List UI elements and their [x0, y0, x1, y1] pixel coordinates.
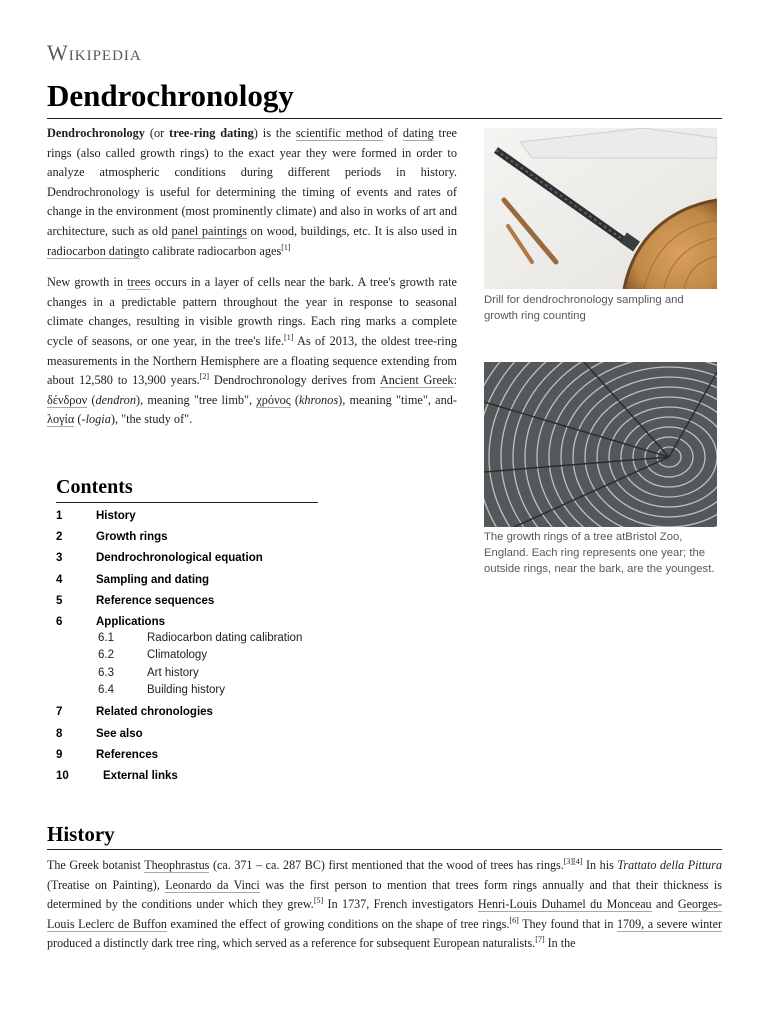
link-dendron[interactable]: δένδρον: [47, 392, 88, 407]
toc-number: 6.2: [98, 649, 114, 662]
text: (or: [144, 126, 170, 140]
text: (: [290, 392, 299, 407]
citation-6[interactable]: [6]: [509, 915, 519, 925]
toc-item-applications[interactable]: [56, 616, 318, 632]
toc-title: Contents: [56, 476, 318, 503]
alt-term-bold: tree-ring dating: [169, 126, 254, 140]
toc-number: 5: [56, 594, 63, 607]
toc-label[interactable]: Building history: [147, 684, 225, 697]
text: :: [453, 373, 457, 388]
toc-number: 6.3: [98, 666, 114, 679]
text: New growth in: [47, 275, 128, 290]
text: The Greek botanist: [47, 858, 145, 872]
citation-2[interactable]: [2]: [199, 372, 210, 382]
intro-section: [47, 124, 457, 442]
toc-label[interactable]: See also: [96, 727, 143, 740]
drill-image[interactable]: [484, 128, 717, 289]
toc-label[interactable]: Related chronologies: [96, 706, 213, 719]
text: and: [651, 897, 678, 912]
link-khronos[interactable]: χρόνος: [256, 392, 291, 407]
link-1709-winter[interactable]: 1709, a severe winter: [616, 916, 723, 931]
text: They found that in: [518, 916, 617, 931]
figure-drill: [484, 128, 717, 324]
link-leonardo[interactable]: Leonardo da Vinci: [165, 877, 260, 892]
toc-label[interactable]: References: [96, 748, 159, 761]
text: of: [382, 126, 403, 140]
section-heading-history: History: [47, 822, 722, 850]
toc-item-see-also[interactable]: [56, 728, 318, 749]
text: (Treatise on Painting),: [47, 877, 166, 892]
history-paragraph: [47, 856, 722, 954]
citation-3[interactable]: [3]: [563, 856, 574, 866]
toc-number: 9: [56, 748, 63, 761]
text: ), meaning "time", and-: [338, 392, 457, 407]
toc-label[interactable]: Growth rings: [96, 531, 168, 544]
text: ), "the study of".: [110, 412, 193, 427]
link-logia[interactable]: λογία: [47, 412, 75, 427]
text: In 1737, French investigators: [323, 897, 478, 912]
toc-item-growth-rings[interactable]: [56, 531, 318, 552]
term-bold: Dendrochronology: [47, 126, 145, 140]
italic-dendron: dendron: [95, 392, 136, 407]
toc-subitem-climatology[interactable]: [56, 649, 318, 667]
citation-1[interactable]: [1]: [284, 332, 294, 342]
link-theophrastus[interactable]: Theophrastus: [144, 858, 210, 872]
text: In the: [544, 936, 576, 951]
text: occurs in a layer of cells near the bark. A tree's growth rate changes in a predictable pattern throughout the year in response to seasonal climate changes, resulting in visible growth rings. Each ring marks a complete cycle of seasons, or one year, in the tree's life.: [47, 275, 458, 348]
text: As of 2013, the oldest tree-ring measurements in the Northern Hemisphere are a floating sequence extending from about 12,580 to 13,900 years.: [47, 333, 457, 388]
toc-number: 2: [56, 531, 63, 544]
toc-number: 8: [56, 727, 63, 740]
toc-number: 6.1: [98, 631, 114, 644]
toc-item-sampling[interactable]: [56, 574, 318, 595]
text: to calibrate radiocarbon ages: [139, 243, 282, 258]
toc-label[interactable]: Art history: [147, 666, 199, 679]
toc-number: 3: [56, 552, 63, 565]
citation-1[interactable]: [1]: [281, 242, 291, 252]
text: (: [87, 392, 96, 407]
toc-item-related-chronologies[interactable]: [56, 706, 318, 727]
figure-drill-caption: Drill for dendrochronology sampling and growth ring counting: [484, 294, 684, 322]
citation-5[interactable]: [5]: [313, 896, 324, 906]
toc-subitem-radiocarbon[interactable]: [56, 632, 318, 650]
page-title: Dendrochronology: [47, 76, 722, 119]
link-ancient-greek[interactable]: Ancient Greek: [379, 373, 454, 388]
text: examined the effect of growing conditions on the shape of tree rings.: [166, 916, 510, 931]
toc-label[interactable]: History: [96, 510, 136, 522]
toc-label[interactable]: Radiocarbon dating calibration: [147, 631, 303, 644]
italic-logia: logia: [85, 412, 111, 427]
intro-paragraph-1: [47, 124, 457, 261]
intro-paragraph-2: [47, 273, 457, 430]
text: ) is the: [253, 126, 296, 140]
toc-item-references[interactable]: [56, 749, 318, 770]
toc-label[interactable]: Dendrochronological equation: [96, 552, 263, 565]
link-radiocarbon-dating[interactable]: radiocarbon dating: [47, 243, 140, 258]
italic-trattato: Trattato della Pittura: [617, 858, 722, 872]
toc-label[interactable]: Sampling and dating: [96, 573, 210, 586]
toc-item-equation[interactable]: [56, 552, 318, 573]
toc-number: 10: [56, 770, 69, 782]
toc-item-external-links[interactable]: [56, 770, 318, 791]
link-panel-paintings[interactable]: panel paintings: [171, 223, 247, 238]
text: (-: [74, 412, 86, 427]
citation-4[interactable]: [4]: [573, 856, 583, 866]
link-dating[interactable]: dating: [402, 126, 434, 140]
toc-number: 6: [56, 615, 63, 628]
text: (ca. 371 – ca. 287 BC) first mentioned that the wood of trees has rings.: [209, 858, 564, 872]
link-buffon[interactable]: Georges-Louis Leclerc de Buffon: [47, 897, 722, 931]
toc-item-history[interactable]: [56, 510, 318, 531]
table-of-contents: [56, 476, 318, 791]
toc-subitem-art-history[interactable]: [56, 667, 318, 685]
link-trees[interactable]: trees: [127, 275, 151, 290]
wikipedia-logo[interactable]: Wikipedia: [47, 40, 142, 65]
figure-rings-caption: The growth rings of a tree atBristol Zoo, England. Each ring represents one year; the outside rings, near the bark, are the youngest.: [484, 531, 715, 575]
toc-label[interactable]: External links: [103, 770, 178, 782]
link-scientific-method[interactable]: scientific method: [295, 126, 383, 140]
toc-label[interactable]: Climatology: [147, 649, 208, 662]
toc-label[interactable]: Reference sequences: [96, 594, 215, 607]
tree-rings-image[interactable]: [484, 362, 717, 527]
toc-number: 4: [56, 573, 63, 586]
citation-7[interactable]: [7]: [535, 935, 545, 945]
toc-number: 7: [56, 706, 63, 719]
link-duhamel[interactable]: Henri-Louis Duhamel du Monceau: [477, 897, 652, 912]
toc-item-reference-sequences[interactable]: [56, 595, 318, 616]
figure-rings: [484, 362, 717, 577]
text: Dendrochronology derives from: [209, 373, 380, 388]
text: on wood, buildings, etc. It is also used in: [246, 223, 457, 238]
toc-number: 6.4: [98, 684, 114, 697]
text: was the first person to mention that trees form rings annually and that their thickness is determined by the conditions under which they grew.: [47, 877, 722, 912]
toc-subitem-building-history[interactable]: [56, 684, 318, 706]
text: produced a distinctly dark tree ring, which served as a reference for subsequent European naturalists.: [47, 936, 536, 951]
text: tree rings (also called growth rings) to the exact year they were formed in order to analyze atmospheric conditions during different periods in history. Dendrochronology is useful for determining the timing of events and rates of change in the environment (most prominently climate) and also in works of art and architecture, such as old: [47, 126, 457, 238]
toc-label[interactable]: Applications: [96, 615, 166, 628]
toc-number: 1: [56, 510, 63, 522]
text: ), meaning "tree limb",: [135, 392, 257, 407]
italic-khronos: khronos: [298, 392, 339, 407]
text: In his: [582, 858, 618, 872]
